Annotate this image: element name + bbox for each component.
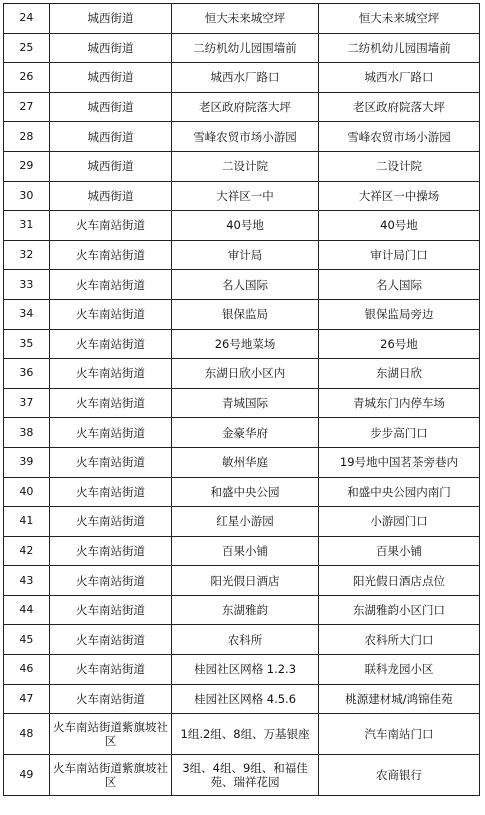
site-cell: 雪峰农贸市场小游园 [318,122,479,152]
row-number-cell: 30 [4,181,50,211]
table-row [4,447,480,477]
location-cell: 阳光假日酒店 [172,566,319,596]
location-cell: 名人国际 [172,270,319,300]
row-number-cell: 34 [4,299,50,329]
location-cell: 青城国际 [172,388,319,418]
site-cell: 汽车南站门口 [318,714,479,755]
street-cell: 火车南站街道 [49,211,171,241]
street-cell: 火车南站街道 [49,477,171,507]
site-cell: 老区政府院落大坪 [318,92,479,122]
location-cell: 东湖雅韵 [172,595,319,625]
table-row [4,507,480,537]
row-number-cell: 42 [4,536,50,566]
site-cell: 19号地中国茗茶旁巷内 [318,447,479,477]
street-cell: 火车南站街道 [49,625,171,655]
location-cell: 金豪华府 [172,418,319,448]
street-cell: 火车南站街道 [49,447,171,477]
street-cell: 火车南站街道 [49,299,171,329]
row-number-cell: 29 [4,151,50,181]
street-cell: 火车南站街道紫旗坡社区 [49,755,171,796]
row-number-cell: 41 [4,507,50,537]
site-cell: 农科所大门口 [318,625,479,655]
table-row [4,181,480,211]
location-cell: 40号地 [172,211,319,241]
location-cell: 和盛中央公园 [172,477,319,507]
site-cell: 二设计院 [318,151,479,181]
site-table-body [4,4,480,796]
location-cell: 桂园社区网格 4.5.6 [172,684,319,714]
site-cell: 东湖日欣 [318,359,479,389]
street-cell: 城西街道 [49,63,171,93]
street-cell: 火车南站街道 [49,359,171,389]
table-row [4,755,480,796]
location-cell: 百果小铺 [172,536,319,566]
location-cell: 红星小游园 [172,507,319,537]
location-cell: 1组.2组、8组、万基银座 [172,714,319,755]
row-number-cell: 26 [4,63,50,93]
table-row [4,625,480,655]
location-cell: 城西水厂路口 [172,63,319,93]
street-cell: 城西街道 [49,4,171,34]
site-cell: 40号地 [318,211,479,241]
street-cell: 火车南站街道 [49,655,171,685]
location-cell: 3组、4组、9组、和福佳苑、瑞祥花园 [172,755,319,796]
table-row [4,240,480,270]
street-cell: 火车南站街道 [49,270,171,300]
row-number-cell: 28 [4,122,50,152]
site-table-sheet [3,3,480,796]
site-cell: 联科龙园小区 [318,655,479,685]
table-row [4,270,480,300]
street-cell: 火车南站街道 [49,595,171,625]
table-row [4,4,480,34]
row-number-cell: 44 [4,595,50,625]
site-cell: 名人国际 [318,270,479,300]
row-number-cell: 49 [4,755,50,796]
row-number-cell: 47 [4,684,50,714]
row-number-cell: 43 [4,566,50,596]
site-cell: 东湖雅韵小区门口 [318,595,479,625]
location-cell: 大祥区一中 [172,181,319,211]
location-cell: 农科所 [172,625,319,655]
location-cell: 敏州华庭 [172,447,319,477]
table-row [4,33,480,63]
table-row [4,684,480,714]
row-number-cell: 40 [4,477,50,507]
site-cell: 银保监局旁边 [318,299,479,329]
site-cell: 青城东门内停车场 [318,388,479,418]
site-cell: 恒大未来城空坪 [318,4,479,34]
site-cell: 桃源建材城/鸿锦佳苑 [318,684,479,714]
table-row [4,92,480,122]
street-cell: 城西街道 [49,181,171,211]
table-row [4,595,480,625]
location-cell: 老区政府院落大坪 [172,92,319,122]
table-row [4,477,480,507]
row-number-cell: 35 [4,329,50,359]
street-cell: 城西街道 [49,122,171,152]
row-number-cell: 32 [4,240,50,270]
street-cell: 火车南站街道紫旗坡社区 [49,714,171,755]
site-cell: 农商银行 [318,755,479,796]
location-cell: 审计局 [172,240,319,270]
table-row [4,566,480,596]
location-cell: 二纺机幼儿园围墙前 [172,33,319,63]
table-row [4,329,480,359]
street-cell: 火车南站街道 [49,240,171,270]
table-row [4,714,480,755]
table-row [4,299,480,329]
table-row [4,388,480,418]
row-number-cell: 31 [4,211,50,241]
street-cell: 火车南站街道 [49,684,171,714]
site-table [3,3,480,796]
table-row [4,536,480,566]
street-cell: 城西街道 [49,33,171,63]
table-row [4,211,480,241]
row-number-cell: 24 [4,4,50,34]
row-number-cell: 27 [4,92,50,122]
site-cell: 审计局门口 [318,240,479,270]
street-cell: 火车南站街道 [49,418,171,448]
table-row [4,151,480,181]
row-number-cell: 25 [4,33,50,63]
table-row [4,418,480,448]
location-cell: 恒大未来城空坪 [172,4,319,34]
site-cell: 步步高门口 [318,418,479,448]
row-number-cell: 39 [4,447,50,477]
table-row [4,655,480,685]
table-row [4,122,480,152]
row-number-cell: 45 [4,625,50,655]
location-cell: 雪峰农贸市场小游园 [172,122,319,152]
site-cell: 和盛中央公园内南门 [318,477,479,507]
site-cell: 26号地 [318,329,479,359]
street-cell: 火车南站街道 [49,388,171,418]
site-cell: 百果小铺 [318,536,479,566]
row-number-cell: 46 [4,655,50,685]
site-cell: 城西水厂路口 [318,63,479,93]
street-cell: 城西街道 [49,92,171,122]
location-cell: 东湖日欣小区内 [172,359,319,389]
site-cell: 阳光假日酒店点位 [318,566,479,596]
street-cell: 火车南站街道 [49,536,171,566]
location-cell: 二设计院 [172,151,319,181]
row-number-cell: 38 [4,418,50,448]
street-cell: 城西街道 [49,151,171,181]
street-cell: 火车南站街道 [49,329,171,359]
site-cell: 大祥区一中操场 [318,181,479,211]
row-number-cell: 37 [4,388,50,418]
row-number-cell: 36 [4,359,50,389]
row-number-cell: 33 [4,270,50,300]
table-row [4,359,480,389]
site-cell: 小游园门口 [318,507,479,537]
location-cell: 桂园社区网格 1.2.3 [172,655,319,685]
row-number-cell: 48 [4,714,50,755]
street-cell: 火车南站街道 [49,507,171,537]
location-cell: 银保监局 [172,299,319,329]
street-cell: 火车南站街道 [49,566,171,596]
table-row [4,63,480,93]
location-cell: 26号地菜场 [172,329,319,359]
site-cell: 二纺机幼儿园围墙前 [318,33,479,63]
